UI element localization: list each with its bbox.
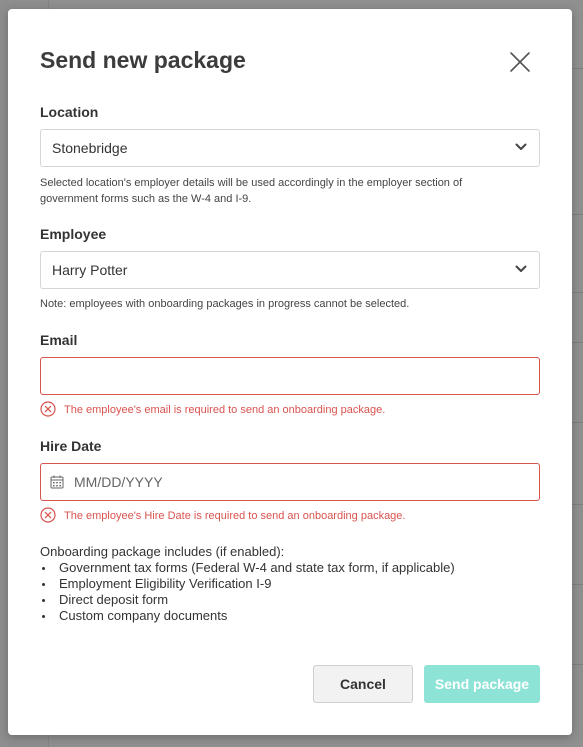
send-package-button[interactable]: Send package (424, 665, 540, 703)
location-help-text: Selected location's employer details will be used accordingly in the employer section of government forms such as the W-4 and I-9. (40, 177, 463, 205)
email-error (40, 402, 385, 418)
send-package-modal (8, 9, 572, 735)
chevron-down-icon (515, 265, 527, 273)
hire-date-field (40, 463, 540, 501)
hire-date-error-text: The employee's Hire Date is required to send an onboarding package. (64, 510, 406, 522)
hire-date-label: Hire Date (40, 438, 102, 454)
close-icon (508, 50, 532, 74)
hire-date-error (40, 508, 405, 524)
error-circle-x-icon (40, 401, 56, 417)
calendar-icon (50, 475, 64, 489)
location-select-value: Stonebridge (52, 140, 128, 156)
close-button[interactable] (508, 50, 532, 74)
email-input[interactable] (40, 357, 540, 395)
location-select[interactable] (40, 129, 540, 167)
package-includes-list (40, 560, 455, 624)
list-item: Government tax forms (Federal W-4 and state tax form, if applicable) (40, 560, 455, 576)
list-item: Custom company documents (40, 608, 455, 624)
package-includes-heading: Onboarding package includes (if enabled): (40, 544, 285, 559)
employee-label: Employee (40, 226, 107, 242)
employee-select-value: Harry Potter (52, 262, 128, 278)
email-label: Email (40, 332, 78, 348)
error-circle-x-icon (40, 507, 56, 523)
location-label: Location (40, 104, 99, 120)
email-error-text: The employee's email is required to send an onboarding package. (64, 404, 386, 416)
cancel-button[interactable]: Cancel (313, 665, 413, 703)
list-item: Direct deposit form (40, 592, 455, 608)
employee-select[interactable] (40, 251, 540, 289)
modal-title: Send new package (40, 47, 246, 73)
list-item: Employment Eligibility Verification I-9 (40, 576, 455, 592)
hire-date-input[interactable] (40, 463, 540, 501)
package-includes (40, 544, 455, 624)
chevron-down-icon (515, 143, 527, 151)
employee-help-text: Note: employees with onboarding packages in progress cannot be selected. (40, 298, 410, 310)
